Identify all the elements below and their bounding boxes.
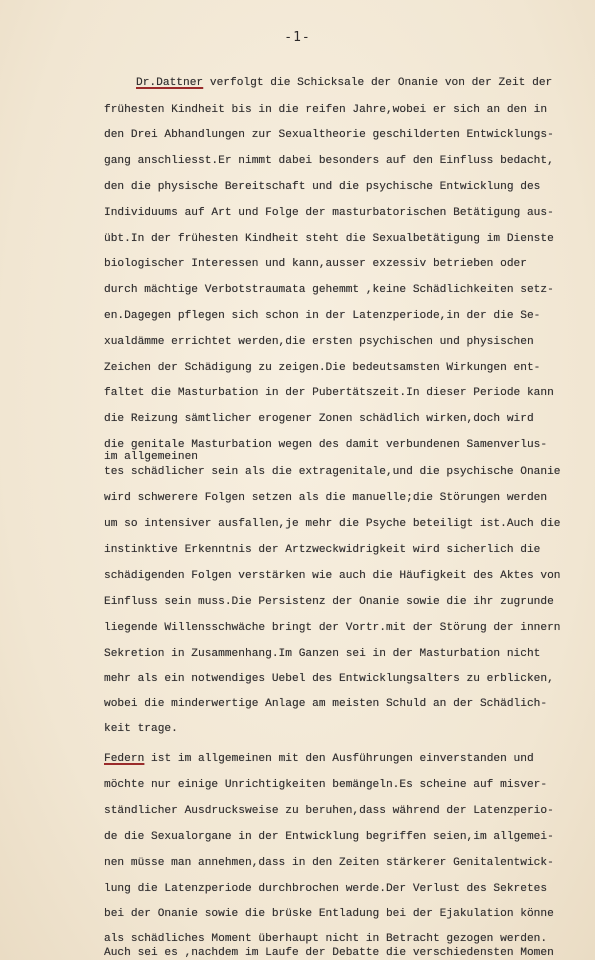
paragraph2-first-line-text: ist im allgemeinen mit den Ausführungen einverstanden und: [144, 753, 534, 765]
text-line: biologischer Interessen und kann,ausser exzessiv betrieben oder: [104, 258, 527, 270]
paragraph2-first-line: [104, 752, 594, 766]
text-line: lung die Latenzperiode durchbrochen werde.Der Verlust des Sekretes: [104, 883, 548, 895]
text-line: die genitale Masturbation wegen des damit verbundenen Samenverlus-: [104, 439, 548, 451]
text-line: gang anschliesst.Er nimmt dabei besonders auf den Einfluss bedacht,: [104, 155, 554, 167]
text-line: nen müsse man annehmen,dass in den Zeiten stärkerer Genitalentwick-: [104, 857, 554, 869]
text-line: wird schwerere Folgen setzen als die manuelle;die Störungen werden: [104, 492, 548, 504]
paragraph1-first-line-text: verfolgt die Schicksale der Onanie von der Zeit der: [203, 77, 553, 89]
speaker-federn: Federn: [104, 753, 145, 765]
text-line: den Drei Abhandlungen zur Sexualtheorie geschilderten Entwicklungs-: [104, 129, 554, 141]
text-line: wobei die minderwertige Anlage am meisten Schuld an der Schädlich-: [104, 698, 548, 710]
text-line: übt.In der frühesten Kindheit steht die Sexualbetätigung im Dienste: [104, 233, 554, 245]
text-line: schädigenden Folgen verstärken wie auch die Häufigkeit des Aktes von: [104, 570, 561, 582]
text-line: liegende Willensschwäche bringt der Vortr.mit der Störung der innern: [104, 622, 561, 634]
text-line-insertion: im allgemeinen: [104, 451, 198, 463]
text-line: keit trage.: [104, 723, 178, 735]
page-number: -1-: [284, 30, 311, 45]
text-line: xualdämme errichtet werden,die ersten psychischen und physischen: [104, 336, 534, 348]
text-line: instinktive Erkenntnis der Artzweckwidrigkeit wird sicherlich die: [104, 544, 541, 556]
text-line: Auch sei es ,nachdem im Laufe der Debatte die verschiedensten Momen: [104, 947, 554, 959]
text-line: Individuums auf Art und Folge der masturbatorischen Betätigung aus-: [104, 207, 554, 219]
text-line: faltet die Masturbation in der Pubertätszeit.In dieser Periode kann: [104, 387, 554, 399]
text-line: de die Sexualorgane in der Entwicklung begriffen seien,im allgemei-: [104, 831, 554, 843]
text-line: frühesten Kindheit bis in die reifen Jahre,wobei er sich an den in: [104, 104, 548, 116]
text-line: Sekretion in Zusammenhang.Im Ganzen sei in der Masturbation nicht: [104, 648, 541, 660]
text-line: mehr als ein notwendiges Uebel des Entwicklungsalters zu erblicken,: [104, 673, 554, 685]
text-line: um so intensiver ausfallen,je mehr die Psyche beteiligt ist.Auch die: [104, 518, 561, 530]
text-line: Einfluss sein muss.Die Persistenz der Onanie sowie die ihr zugrunde: [104, 596, 554, 608]
text-line: möchte nur einige Unrichtigkeiten bemängeln.Es scheine auf misver-: [104, 779, 548, 791]
paragraph1-first-line: [136, 76, 594, 90]
text-line: ständlicher Ausdrucksweise zu beruhen,dass während der Latenzperio-: [104, 805, 554, 817]
text-line: die Reizung sämtlicher erogener Zonen schädlich wirken,doch wird: [104, 413, 534, 425]
text-line: en.Dagegen pflegen sich schon in der Latenzperiode,in der die Se-: [104, 310, 541, 322]
text-line: durch mächtige Verbotstraumata gehemmt ,keine Schädlichkeiten setz-: [104, 284, 554, 296]
speaker-dattner: Dr.Dattner: [136, 77, 204, 89]
text-line: tes schädlicher sein als die extragenitale,und die psychische Onanie: [104, 466, 561, 478]
text-line: bei der Onanie sowie die brüske Entladung bei der Ejakulation könne: [104, 908, 554, 920]
text-line: den die physische Bereitschaft und die psychische Entwicklung des: [104, 181, 541, 193]
text-line: Zeichen der Schädigung zu zeigen.Die bedeutsamsten Wirkungen ent-: [104, 362, 541, 374]
text-line: als schädliches Moment überhaupt nicht in Betracht gezogen werden.: [104, 933, 548, 945]
